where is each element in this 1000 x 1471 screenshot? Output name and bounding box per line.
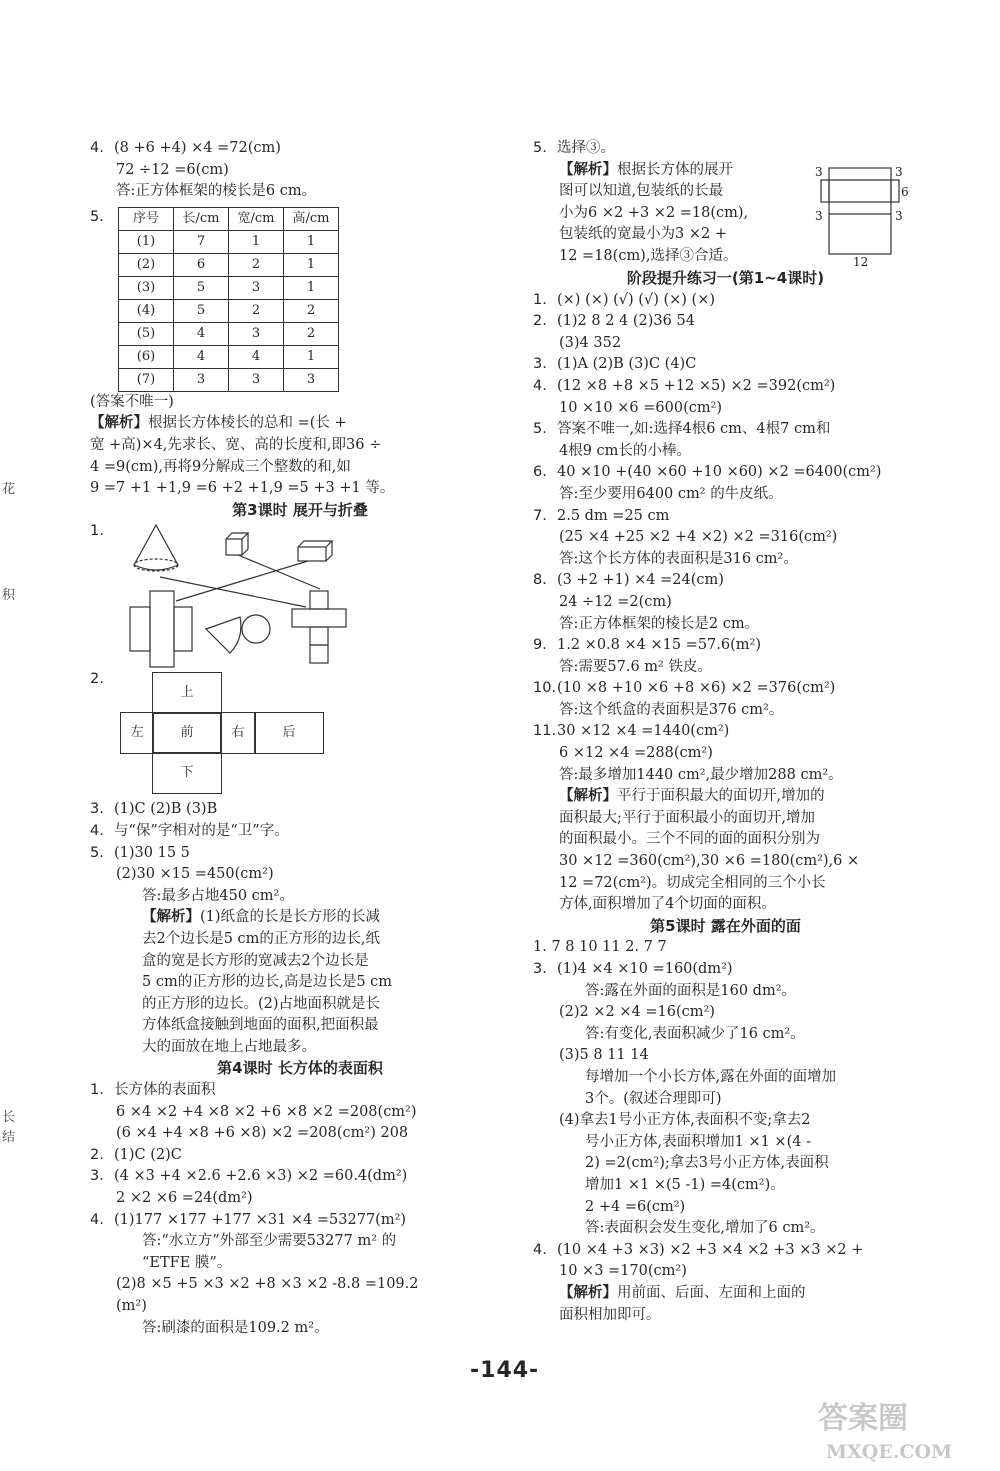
analysis-line: 4 =9(cm),再将9分解成三个整数的和,如 (90, 458, 351, 475)
question-line: 4. (12 ×8 +8 ×5 +12 ×5) ×2 =392(cm²) (533, 377, 836, 394)
table-row (119, 368, 339, 391)
answer-line: 3个。(叙述合理即可) (585, 1090, 722, 1107)
analysis-line: 面积相加即可。 (559, 1306, 661, 1323)
answer-line: 答:“水立方”外部至少需要53277 m² 的 (142, 1233, 397, 1250)
table-cell: 1 (284, 230, 339, 253)
table-cell: 2 (284, 299, 339, 322)
margin-note: 结 (2, 1130, 16, 1145)
table-cell: 1 (229, 230, 284, 253)
table-cell: 2 (229, 299, 284, 322)
table-row (119, 322, 339, 345)
cuboid-net-diagram (813, 162, 909, 266)
right-column (533, 138, 918, 1326)
answer-line: (25 ×4 +25 ×2 +4 ×2) ×2 =316(cm²) (559, 529, 838, 546)
margin-note: 长 (2, 1110, 16, 1125)
table-row (119, 345, 339, 368)
answer-line: (m²) (116, 1298, 147, 1314)
question-line: 1. (×) (×) (√) (√) (×) (×) (533, 291, 716, 308)
table-cell: 6 (174, 253, 229, 276)
answer-line: 10 ×3 =170(cm²) (559, 1263, 687, 1280)
table-cell: (2) (119, 253, 174, 276)
table-cell: 4 (229, 345, 284, 368)
table-header-cell: 长/cm (174, 207, 229, 230)
question-line: 8. (3 +2 +1) ×4 =24(cm) (533, 572, 724, 589)
analysis-line: 【解析】平行于面积最大的面切开,增加的 (559, 788, 825, 805)
analysis-line: 去2个边长是5 cm的正方形的边长,纸 (142, 930, 381, 947)
answer-line: 答:刷漆的面积是109.2 m²。 (142, 1319, 329, 1336)
table-cell: 7 (174, 230, 229, 253)
analysis-line: 【解析】根据长方体的展开 (559, 161, 733, 178)
net-dimension-label: 3 (895, 209, 903, 223)
analysis-line: 包装纸的宽最小为3 ×2 + (559, 226, 727, 243)
net-face-front: 前 (152, 712, 222, 754)
net-face-left: 左 (120, 712, 154, 754)
table-header-row (119, 207, 339, 230)
labeled-net-figure: 2. 上 左 前 右 后 下 (90, 669, 510, 799)
dimension-table (118, 207, 339, 392)
answer-line: (4)拿去1号小正方体,表面积不变;拿去2 (559, 1112, 811, 1129)
note-line: (答案不唯一) (90, 393, 174, 410)
net-face-bottom: 下 (152, 752, 222, 794)
analysis-line: 的面积最小。三个不同的面的面积分别为 (559, 831, 820, 848)
answer-line: “ETFE 膜”。 (142, 1254, 232, 1271)
analysis-tag: 【解析】 (142, 909, 200, 926)
answer-line: 答:最多增加1440 cm²,最少增加288 cm²。 (559, 766, 843, 783)
answer-line: 答:有变化,表面积减少了16 cm²。 (585, 1025, 805, 1042)
watermark-text: 答案圈 (818, 1401, 908, 1436)
table-row (119, 299, 339, 322)
answer-line: 答:需要57.6 m² 铁皮。 (559, 658, 712, 675)
margin-note: 积 (2, 588, 16, 603)
analysis-line: 方体,面积增加了4个切面的面积。 (559, 896, 776, 913)
question-line: 9. 1.2 ×0.8 ×4 ×15 =57.6(m²) (533, 637, 761, 654)
analysis-line: 12 =18(cm),选择③合适。 (559, 247, 738, 264)
net-dimension-label: 3 (815, 165, 823, 179)
answer-line: 2) =2(cm²);拿去3号小正方体,表面积 (585, 1155, 829, 1172)
table-cell: 4 (174, 345, 229, 368)
analysis-line: 宽 +高)×4,先求长、宽、高的长度和,即36 ÷ (90, 436, 382, 453)
net-face-right: 右 (220, 712, 256, 754)
table-cell: 2 (284, 322, 339, 345)
labeled-net-diagram (120, 669, 420, 799)
table-header-cell: 宽/cm (229, 207, 284, 230)
analysis-line: 【解析】(1)纸盒的长是长方形的长减 (142, 909, 381, 926)
question-line: 7. 2.5 dm =25 cm (533, 507, 670, 524)
table-row (119, 230, 339, 253)
analysis-line: 30 ×12 =360(cm²),30 ×6 =180(cm²),6 × (559, 853, 860, 870)
table-row (119, 276, 339, 299)
question-line: 1. 7 8 10 11 2. 7 7 (533, 939, 667, 956)
analysis-line: 方体纸盒接触到地面的面积,把面积最 (142, 1017, 379, 1034)
analysis-line: 9 =7 +1 +1,9 =6 +2 +1,9 =5 +3 +1 等。 (90, 480, 395, 497)
answer-line: 答:这个长方体的表面积是316 cm²。 (559, 550, 798, 567)
table-cell: (1) (119, 230, 174, 253)
table-cell: (7) (119, 368, 174, 391)
question-line: 6. 40 ×10 +(40 ×60 +10 ×60) ×2 =6400(cm²) (533, 464, 882, 481)
question-line: 4. (8 +6 +4) ×4 =72(cm) (90, 140, 281, 156)
question-5-block (533, 138, 918, 268)
analysis-line: 面积最大;平行于面积最小的面切开,增加 (559, 809, 815, 826)
question-line: 2. (1)C (2)C (90, 1146, 182, 1163)
table-cell: 3 (229, 368, 284, 391)
question-line: 3. (1)C (2)B (3)B (90, 801, 218, 818)
page-number: -144- (470, 1358, 540, 1383)
analysis-tag: 【解析】 (559, 161, 617, 178)
answer-line: (2)30 ×15 =450(cm²) (116, 866, 274, 883)
question-5-table-block: 5. 序号 长/cm 宽/cm 高/cm (1) 7 1 1 (2) 6 2 1 (3) 5 3 1 (4) 5 2 2 (5) 4 3 2 (6) 4 4 1 (7) 3 3 3 (90, 207, 510, 392)
answer-line: (3)5 8 11 14 (559, 1047, 649, 1064)
analysis-line: 的正方形的边长。(2)占地面积就是长 (142, 995, 381, 1012)
question-line: 3. (1)A (2)B (3)C (4)C (533, 356, 697, 373)
analysis-tag: 【解析】 (90, 415, 148, 432)
net-face-back: 后 (254, 712, 324, 754)
question-line: 5. 答案不唯一,如:选择4根6 cm、4根7 cm和 (533, 421, 831, 438)
table-cell: 3 (284, 368, 339, 391)
question-line: 4. (10 ×4 +3 ×3) ×2 +3 ×4 ×2 +3 ×3 ×2 + (533, 1241, 864, 1258)
question-line: 3. (1)4 ×4 ×10 =160(dm²) (533, 961, 733, 977)
net-face-top: 上 (152, 672, 222, 714)
question-line: 10.(10 ×8 +10 ×6 +8 ×6) ×2 =376(cm²) (533, 680, 836, 697)
table-cell: 3 (174, 368, 229, 391)
answer-line: 24 ÷12 =2(cm) (559, 593, 672, 610)
question-line: 4. (1)177 ×177 +177 ×31 ×4 =53277(m²) (90, 1211, 407, 1228)
answer-line: 号小正方体,表面积增加1 ×1 ×(4 - (585, 1133, 811, 1150)
left-column (90, 138, 510, 1339)
net-dimension-label: 6 (901, 185, 909, 199)
answer-line: (2)2 ×2 ×4 =16(cm²) (559, 1004, 715, 1021)
answer-line: 答:露在外面的面积是160 dm²。 (585, 982, 797, 999)
watermark-logo (812, 1390, 982, 1465)
analysis-tag: 【解析】 (559, 788, 617, 805)
answer-line: 6 ×12 ×4 =288(cm²) (559, 745, 713, 762)
table-row (119, 253, 339, 276)
answer-line: (6 ×4 +4 ×8 +6 ×8) ×2 =208(cm²) 208 (116, 1125, 409, 1142)
answer-line: 72 ÷12 =6(cm) (116, 161, 229, 178)
question-line: 5. 选择③。 (533, 140, 615, 156)
section-heading: 第3课时 展开与折叠 (232, 500, 368, 519)
table-cell: 2 (229, 253, 284, 276)
section-heading: 第4课时 长方体的表面积 (217, 1059, 383, 1078)
net-dimension-label: 12 (853, 255, 869, 266)
table-header-cell: 高/cm (284, 207, 339, 230)
watermark-text: MXQE.COM (826, 1441, 953, 1463)
table-cell: 1 (284, 276, 339, 299)
answer-line: 答:正方体框架的棱长是6 cm。 (116, 183, 317, 200)
answer-line: 6 ×4 ×2 +4 ×8 ×2 +6 ×8 ×2 =208(cm²) (116, 1103, 417, 1120)
answer-line: 答:这个纸盒的表面积是376 cm²。 (559, 701, 784, 718)
table-cell: (4) (119, 299, 174, 322)
table-cell: (5) (119, 322, 174, 345)
net-matching-figure: 1. (90, 521, 510, 669)
table-cell: 1 (284, 345, 339, 368)
table-cell: 5 (174, 276, 229, 299)
analysis-line: 图可以知道,包装纸的长最 (559, 183, 724, 200)
analysis-line: 【解析】用前面、后面、左面和上面的 (559, 1284, 806, 1301)
answer-line: (2)8 ×5 +5 ×3 ×2 +8 ×3 ×2 -8.8 =109.2 (116, 1276, 419, 1293)
table-cell: (6) (119, 345, 174, 368)
section-heading: 第5课时 露在外面的面 (650, 916, 801, 935)
answer-line: 2 ×2 ×6 =24(dm²) (116, 1190, 253, 1207)
answer-line: 答:表面积会发生变化,增加了6 cm²。 (585, 1220, 825, 1237)
table-cell: 1 (284, 253, 339, 276)
table-header-cell: 序号 (119, 207, 174, 230)
section-heading: 阶段提升练习一(第1~4课时) (626, 269, 825, 287)
answer-line: 10 ×10 ×6 =600(cm²) (559, 399, 723, 416)
answer-line: 增加1 ×1 ×(5 -1) =4(cm²)。 (585, 1176, 785, 1193)
question-line: 11.30 ×12 ×4 =1440(cm²) (533, 723, 730, 740)
answer-line: 4根9 cm长的小棒。 (559, 442, 691, 459)
analysis-line: 小为6 ×2 +3 ×2 =18(cm), (559, 204, 749, 221)
analysis-line: 盒的宽是长方形的宽减去2个边长是 (142, 952, 369, 969)
answer-line: 每增加一个小长方体,露在外面的面增加 (585, 1068, 837, 1085)
net-dimension-label: 3 (895, 165, 903, 179)
answer-line: 2 +4 =6(cm²) (585, 1198, 686, 1215)
table-cell: 3 (229, 322, 284, 345)
question-line: 2. (1)2 8 2 4 (2)36 54 (533, 313, 695, 330)
analysis-line: 12 =72(cm²)。切成完全相同的三个小长 (559, 874, 826, 891)
answer-line: 答:最多占地450 cm²。 (142, 887, 294, 904)
analysis-line: 5 cm的正方形的边长,高是边长是5 cm (142, 974, 393, 991)
answer-line: (3)4 352 (559, 334, 622, 351)
answer-line: 答:至少要用6400 cm² 的牛皮纸。 (559, 485, 783, 502)
analysis-tag: 【解析】 (559, 1284, 617, 1301)
question-line: 3. (4 ×3 +4 ×2.6 +2.6 ×3) ×2 =60.4(dm²) (90, 1168, 408, 1185)
analysis-line: 【解析】根据长方体棱长的总和 =(长 + (90, 415, 347, 432)
answer-line: 答:正方体框架的棱长是2 cm。 (559, 615, 760, 632)
analysis-line: 大的面放在地上占地最多。 (142, 1038, 316, 1055)
table-cell: (3) (119, 276, 174, 299)
question-line: 5. (1)30 15 5 (90, 844, 190, 861)
net-dimension-label: 3 (815, 209, 823, 223)
margin-note: 花 (2, 482, 16, 497)
question-line: 4. 与“保”字相对的是“卫”字。 (90, 822, 289, 839)
table-cell: 5 (174, 299, 229, 322)
net-matching-diagram (120, 521, 440, 669)
table-cell: 4 (174, 322, 229, 345)
question-line: 1. 长方体的表面积 (90, 1082, 216, 1099)
table-cell: 3 (229, 276, 284, 299)
